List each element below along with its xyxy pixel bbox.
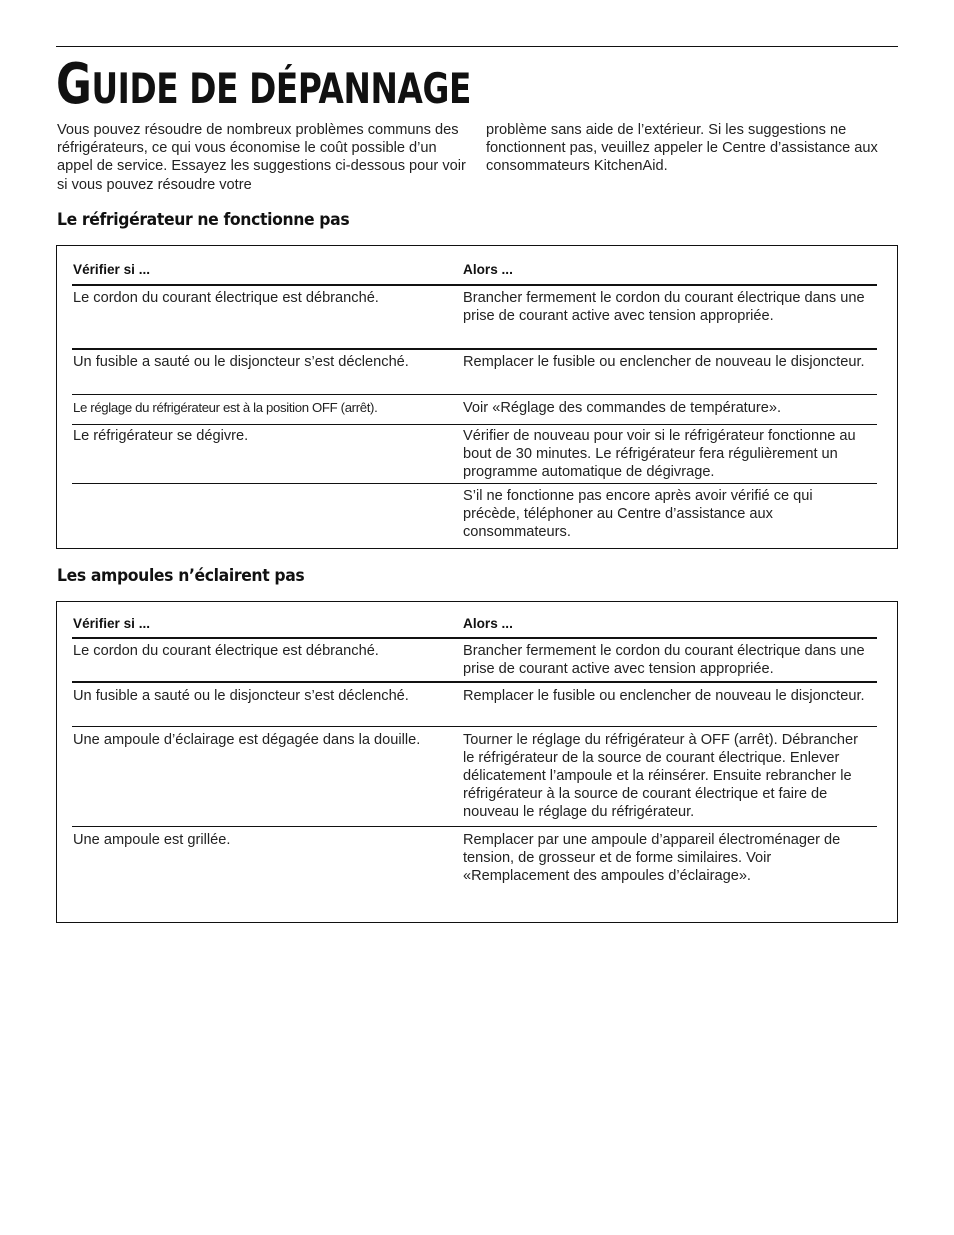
table-header-row [72,246,877,284]
intro-paragraph-col1: Vous pouvez résoudre de nombreux problèmes communs des réfrigérateurs, ce qui vous économise le coût possible d’un appel de service. Essayez les suggestions ci-dessous pour voir si vous pouvez résoudre votre [57,122,466,193]
intro-paragraph-col2: problème sans aide de l’extérieur. Si les suggestions ne fonctionnent pas, veuillez appeler le Centre d’assistance aux consommateurs KitchenAid. [486,122,878,175]
column-header-then: Alors ... [463,616,513,631]
row-action-cell: Remplacer par une ampoule d’appareil électroménager de tension, de grosseur et de forme similaires. Voir «Remplacement des ampoules d’éclairage». [463,832,841,884]
table-row [72,826,877,921]
row-check-cell: Une ampoule d’éclairage est dégagée dans la douille. [73,732,421,748]
row-check-cell: Un fusible a sauté ou le disjoncteur s’est déclenché. [73,354,409,370]
row-check-cell [72,487,463,549]
row-action-cell: Vérifier de nouveau pour voir si le réfrigérateur fonctionne au bout de 30 minutes. Le réfrigérateur fera régulièrement un programme automatique de dégivrage. [463,428,856,480]
table-row [72,681,877,726]
table-row [72,483,877,549]
row-action-cell: Voir «Réglage des commandes de température». [463,400,782,416]
row-action-cell: Brancher fermement le cordon du courant électrique dans une prise de courant active avec tension appropriée. [463,290,865,324]
table-row [72,394,877,424]
row-action-cell: Remplacer le fusible ou enclencher de nouveau le disjoncteur. [463,354,865,370]
top-rule [56,46,898,47]
section-heading-lights-not-working: Les ampoules n’éclairent pas [57,566,305,586]
row-check-cell: Le cordon du courant électrique est débranché. [73,290,379,306]
table-row [72,284,877,348]
row-check-cell: Le réglage du réfrigérateur est à la position OFF (arrêt). [73,400,378,415]
table-row [72,424,877,483]
section-heading-refrigerator-not-running: Le réfrigérateur ne fonctionne pas [57,210,350,230]
row-check-cell: Un fusible a sauté ou le disjoncteur s’est déclenché. [73,688,409,704]
row-check-cell: Le cordon du courant électrique est débranché. [73,643,379,659]
table-header-row [72,602,877,637]
table-row [72,348,877,394]
troubleshooting-table-lights [56,601,898,923]
page-title-initial: G [56,52,92,117]
column-header-then: Alors ... [463,262,513,277]
row-check-cell: Le réfrigérateur se dégivre. [73,428,249,444]
table-row [72,726,877,826]
troubleshooting-table-refrigerator [56,245,898,549]
page-title-rest: UIDE DE DÉPANNAGE [91,64,471,113]
row-action-cell: Tourner le réglage du réfrigérateur à OFF (arrêt). Débrancher le réfrigérateur de la source de courant électrique. Enlever délicatement l’ampoule et la réinsérer. Ensuite rebrancher le réfrigérateur à la source de courant électrique et faire de nouveau le réglage du réfrigérateur. [463,732,859,820]
column-header-check: Vérifier si ... [73,262,151,277]
row-action-cell: Brancher fermement le cordon du courant électrique dans une prise de courant active avec tension appropriée. [463,643,865,677]
table-row [72,637,877,681]
page-title [56,50,471,124]
row-action-cell: Remplacer le fusible ou enclencher de nouveau le disjoncteur. [463,688,865,704]
row-check-cell: Une ampoule est grillée. [73,832,231,848]
row-action-cell: S’il ne fonctionne pas encore après avoir vérifié ce qui précède, téléphoner au Centre d’assistance aux consommateurs. [463,488,813,540]
column-header-check: Vérifier si ... [73,616,151,631]
